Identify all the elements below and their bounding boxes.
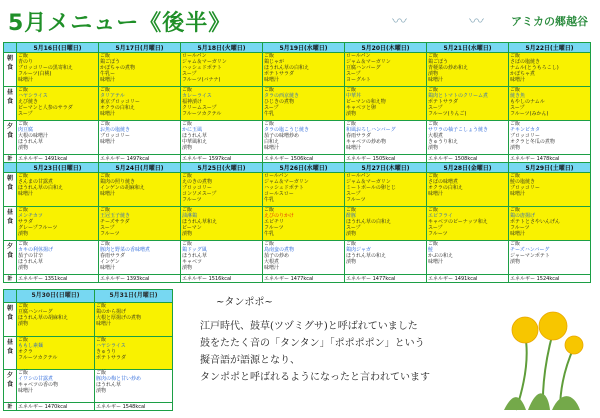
day-header: 5月27日(木曜日) <box>345 163 427 173</box>
meal-cell: ご飯 さばの味噌煮 オクラの白和え 味噌汁 <box>427 173 509 207</box>
meal-cell: ご飯 鮭 かぶの和え 味噌汁 <box>427 241 509 275</box>
meal-cell: ご飯 鶏肉とトマトのクリーム煮 ポテトサラダ スープ フルーツ(りんご) <box>427 87 509 121</box>
row-label-breakfast: 朝食 <box>4 53 17 87</box>
day-header: 5月22日(土曜日) <box>509 43 591 53</box>
meal-cell: ご飯 鳥南蛮の煮物 茄子の炒め 大根煮 味噌汁 <box>263 241 345 275</box>
meal-cell: ご飯 チーズハンバーグ ジャーマンポテト 漬物 <box>509 241 591 275</box>
menu-table-week-1-2 <box>3 42 591 283</box>
row-label-total: 計 <box>4 275 17 283</box>
dandelion-note <box>200 293 476 405</box>
energy-total: エネルギー 1597kcal <box>181 155 263 163</box>
meal-cell: ご飯 鶏ごぼう 青梗菜の炒め和え 漬物 味噌汁 <box>427 53 509 87</box>
meal-cell: ご飯 鶏の唐揚げ ポテトとさやいんげん フルーツ 味噌汁 <box>509 207 591 241</box>
meal-cell: ご飯 ハヤシライス きゅうり ポテトサラダ <box>95 336 173 369</box>
day-header: 5月17日(月曜日) <box>99 43 181 53</box>
row-label-dinner: 夕食 <box>4 369 17 402</box>
row-label-lunch: 昼食 <box>4 336 17 369</box>
energy-total: エネルギー 1506kcal <box>263 155 345 163</box>
energy-total: エネルギー 1491kcal <box>17 155 99 163</box>
swirl-icon: 〰︎ <box>469 12 485 30</box>
energy-total: エネルギー 1508kcal <box>427 155 509 163</box>
meal-cell: ご飯 青のり ブロッコリーの黒寄和え フルーツ(白桃) 味噌汁 <box>17 53 99 87</box>
meal-cell: ロールパン ジャム＆マーガリン 豆腐ハンバーグ スープ ヨーグルト <box>345 53 427 87</box>
day-header: 5月23日(日曜日) <box>17 163 99 173</box>
meal-cell: ご飯 ハヤシライス えび焼き ピーマンと人参のサラダ スープ <box>17 87 99 121</box>
meal-cell: ご飯 チキンピカタ ブロッコリー オクラと冬瓜の煮物 漬物 <box>509 121 591 155</box>
row-label-total: 計 <box>4 155 17 163</box>
row-label-total: 計 <box>4 403 17 411</box>
energy-total: エネルギー 1393kcal <box>99 275 181 283</box>
meal-cell: ご飯 サワラの柚子こしょう焼き 大根煮 きゅうり和え 漬物 <box>427 121 509 155</box>
energy-total: エネルギー 1470kcal <box>17 403 95 411</box>
corner-cell <box>4 43 17 53</box>
meal-cell: ご飯 えのきの煮物 ブロッコリー コンソメスープ フルーツ <box>181 173 263 207</box>
energy-total: エネルギー 1524kcal <box>509 275 591 283</box>
dandelion-icon <box>498 292 590 412</box>
row-label-breakfast: 朝食 <box>4 173 17 207</box>
meal-cell: ご飯 タラの西京焼き ひじきの煮物 スープ 牛乳 <box>263 87 345 121</box>
day-header: 5月18日(火曜日) <box>181 43 263 53</box>
meal-cell: ご飯 えびのりかけ エビチリ フルーツ 牛乳 <box>263 207 345 241</box>
meal-cell: ご飯 肉豆腐 大根の味噌汁 ほうれん草 漬物 <box>17 121 99 155</box>
meal-cell: ご飯 王冠玉子焼き チーズサラダ スープ フルーツ <box>99 207 181 241</box>
day-header: 5月19日(水曜日) <box>263 43 345 53</box>
row-label-dinner: 夕食 <box>4 241 17 275</box>
day-header: 5月25日(火曜日) <box>181 163 263 173</box>
meal-cell: ご飯 カキの利休揚げ 茄子の甘辛 ほうれん草 漬物 <box>17 241 99 275</box>
day-header: 5月21日(水曜日) <box>427 43 509 53</box>
note-title: ~タンポポ~ <box>216 297 273 308</box>
brand-name: アミカの郷越谷 <box>511 15 588 28</box>
meal-cell: ご飯 さんまの甘露煮 ほうれん草の白和え 味噌汁 <box>17 173 99 207</box>
meal-cell: ご飯 鶏肉ジャガ ほうれん草の和え 漬物 <box>345 241 427 275</box>
meal-cell: ご飯 豚肉と野菜の香味噌煮 春雨サラダ インゲン 味噌汁 <box>99 241 181 275</box>
row-label-lunch: 昼食 <box>4 207 17 241</box>
meal-cell: ご飯 鶏ごぼう かぼちゃの煮物 牛乳ー 味噌汁 <box>99 53 181 87</box>
day-header: 5月16日(日曜日) <box>17 43 99 53</box>
meal-cell: ご飯 かに玉風 ほうれん草 中華風和え 漬物 <box>181 121 263 155</box>
meal-cell: ご飯 エビフライ キャベツのピーナッツ和え スープ フルーツ <box>427 207 509 241</box>
page-title: 5月メニュー《後半》 <box>8 11 232 36</box>
corner-cell <box>4 163 17 173</box>
menu-table-week-3 <box>3 289 173 411</box>
meal-cell: ロールパン ジャム＆マーガリン ハッシュドポテト スープ フルーツ(バナナ) <box>181 53 263 87</box>
day-header: 5月28日(金曜日) <box>427 163 509 173</box>
meal-cell: ご飯 イワシの甘露煮 キャベツの香の物 味噌汁 <box>17 369 95 402</box>
note-line: 鼓をたたく音の「タンタン」「ポポポポン」という <box>200 338 425 349</box>
meal-cell: ご飯 酢豚 ほうれん草の白和え スープ 漬物 <box>345 207 427 241</box>
meal-cell: ご飯 和風おろしハンバーグ 春雨サラダ キャベツの炒め物 味噌汁 <box>345 121 427 155</box>
meal-cell: ご飯 油淋鶏 ほうれん草和え ピーマン 漬物 <box>181 207 263 241</box>
day-header: 5月26日(水曜日) <box>263 163 345 173</box>
meal-cell: ご飯 タリアテル 東京ブロッコリー オクラの白和え 味噌汁 <box>99 87 181 121</box>
energy-total: エネルギー 1477kcal <box>345 275 427 283</box>
day-header: 5月29日(土曜日) <box>509 163 591 173</box>
energy-total: エネルギー 1548kcal <box>95 403 173 411</box>
day-header: 5月24日(月曜日) <box>99 163 181 173</box>
meal-cell: ご飯 豚肉の梅と甘い炒め ほうれん草 漬物 <box>95 369 173 402</box>
energy-total: エネルギー 1351kcal <box>17 275 99 283</box>
energy-total: エネルギー 1497kcal <box>99 155 181 163</box>
energy-total: エネルギー 1505kcal <box>345 155 427 163</box>
meal-cell: ご飯 鶏のから揚げ 大根と厚揚げの煮物 味噌汁 <box>95 303 173 336</box>
meal-cell: ご飯 鶏ドッグ風 ほうれん草 キャベツ 漬物 <box>181 241 263 275</box>
meal-cell: ご飯 鶏じゃが ほうれん草の白和え ポテトサラダ 味噌汁 <box>263 53 345 87</box>
day-header: 5月20日(木曜日) <box>345 43 427 53</box>
meal-cell: ご飯 タラの塩こうじ焼き 茄子の味噌炒め 白和え 味噌汁 <box>263 121 345 155</box>
meal-cell: ご飯 鮭の塩焼き ブロッコリー 味噌汁 <box>509 173 591 207</box>
meal-cell: ロールパン ジャム＆マーガリン ハッシュドポテト コールスロー 牛乳 <box>263 173 345 207</box>
energy-total: エネルギー 1516kcal <box>181 275 263 283</box>
meal-cell: ご飯 さばの塩焼き ナムル(とうもろこし) かぼちゃ煮 味噌汁 <box>509 53 591 87</box>
meal-cell: ご飯 豆腐ハンバーグ ほうれん草の胡麻和え 漬物 <box>17 303 95 336</box>
note-line: 江戸時代、鼓草(ツヅミグサ)と呼ばれていました <box>200 321 418 332</box>
row-label-lunch: 昼食 <box>4 87 17 121</box>
meal-cell: ご飯 ももし素麺 オクラ フルーツカクテル <box>17 336 95 369</box>
meal-cell: ロールパン ジャム＆マーガリン ミートボールの卵とじ スープ フルーツ <box>345 173 427 207</box>
meal-cell: ご飯 鶏肉の照り焼き インゲンの胡麻和え 味噌汁 <box>99 173 181 207</box>
meal-cell: ご飯 メンチカツ サラダ グレープフルーツ 漬物 <box>17 207 99 241</box>
meal-cell: ご飯 焼き魚 もやしのナムル スープ フルーツ(みかん) <box>509 87 591 121</box>
energy-total: エネルギー 1477kcal <box>263 275 345 283</box>
row-label-breakfast: 朝食 <box>4 303 17 336</box>
day-header: 5月31日(月曜日) <box>95 290 173 303</box>
energy-total: エネルギー 1491kcal <box>427 275 509 283</box>
energy-total: エネルギー 1478kcal <box>509 155 591 163</box>
meal-cell: ご飯 カレーライス 福神漬け クリームスープ フルーツカクテル <box>181 87 263 121</box>
meal-cell: ご飯 お魚の塩焼き ブロッコリー 味噌汁 <box>99 121 181 155</box>
meal-cell: ご飯 中華丼 ピーマンの和え物 キャベツと卵 漬物 <box>345 87 427 121</box>
note-line: 擬音語が語源となり、 <box>200 355 300 366</box>
corner-cell <box>4 290 17 303</box>
row-label-dinner: 夕食 <box>4 121 17 155</box>
day-header: 5月30日(日曜日) <box>17 290 95 303</box>
note-body <box>200 318 476 386</box>
swirl-icon: 〰︎ <box>392 12 408 30</box>
note-line: タンポポと呼ばれるようになったと言われています <box>200 372 430 383</box>
